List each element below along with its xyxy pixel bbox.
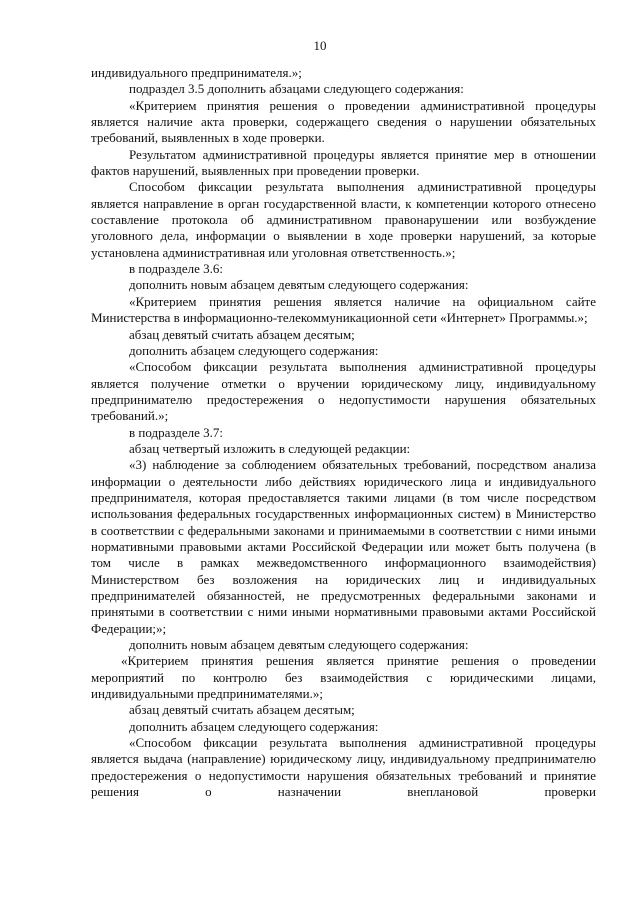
paragraph-7: дополнить новым абзацем девятым следующего содержания: <box>129 277 469 293</box>
paragraph-15: дополнить новым абзацем девятым следующего содержания: <box>129 637 469 653</box>
document-body <box>91 65 596 800</box>
paragraph-16: «Критерием принятия решения является принятие решения о проведении мероприятий по контролю без взаимодействия с юридическими лицами, индивидуальными предпринимателями.»; <box>91 653 596 702</box>
paragraph-9: абзац девятый считать абзацем десятым; <box>129 326 355 342</box>
paragraph-11: «Способом фиксации результата выполнения административной процедуры является получение отметки о вручении юридическому лицу, индивидуальному предпринимателю предостережения о недопустимости нарушения обязательных требований.»; <box>91 359 596 424</box>
paragraph-8: «Критерием принятия решения является наличие на официальном сайте Министерства в информационно-телекоммуникационной сети «Интернет» Программы.»; <box>91 293 596 326</box>
paragraph-1: индивидуального предпринимателя.»; <box>91 65 302 80</box>
paragraph-12: в подразделе 3.7: <box>129 424 224 440</box>
paragraph-4: Результатом административной процедуры является принятие мер в отношении фактов нарушений, выявленных при проведении проверки. <box>91 146 596 179</box>
page-number: 10 <box>313 38 327 53</box>
paragraph-6: в подразделе 3.6: <box>129 261 224 277</box>
paragraph-14: «3) наблюдение за соблюдением обязательных требований, посредством анализа информации о деятельности либо действиях юридического лица и индивидуального предпринимателя, которая предоставляется такими лицами (в том числе посредством использования федеральных государственных информационных систем) в Министерство в соответствии с федеральными законами и принимаемыми в соответствии с ними иными нормативными правовыми актами Российской Федерации или может быть получена (в том числе в рамках межведомственного информационного взаимодействия) Министерством без возложения на юридических лиц и индивидуальных предпринимателей обязанностей, не предусмотренных федеральными законами и принятыми в соответствии с ними иными нормативными правовыми актами Российской Федерации;»; <box>91 457 596 636</box>
paragraph-3: «Критерием принятия решения о проведении административной процедуры является наличие акта проверки, содержащего сведения о нарушении обязательных требований, выявленных в ходе проверки. <box>91 97 596 146</box>
paragraph-2: подраздел 3.5 дополнить абзацами следующего содержания: <box>129 81 464 97</box>
paragraph-19: «Способом фиксации результата выполнения административной процедуры является выдача (направление) юридическому лицу, индивидуальному предпринимателю предостережения о недопустимости нарушения обязательных требований и принятие решения о назначении внеплановой проверки <box>91 735 596 800</box>
paragraph-10: дополнить абзацем следующего содержания: <box>129 342 379 358</box>
paragraph-17: абзац девятый считать абзацем десятым; <box>129 702 355 718</box>
paragraph-18: дополнить абзацем следующего содержания: <box>129 718 379 734</box>
paragraph-13: абзац четвертый изложить в следующей редакции: <box>129 440 411 456</box>
paragraph-5: Способом фиксации результата выполнения административной процедуры является направление в орган государственной власти, к компетенции которого отнесено составление протокола об административном правонарушении или возбуждение уголовного дела, информации о выявлении в ходе проверки нарушений, за которые установлена административная или уголовная ответственность.»; <box>91 179 596 260</box>
